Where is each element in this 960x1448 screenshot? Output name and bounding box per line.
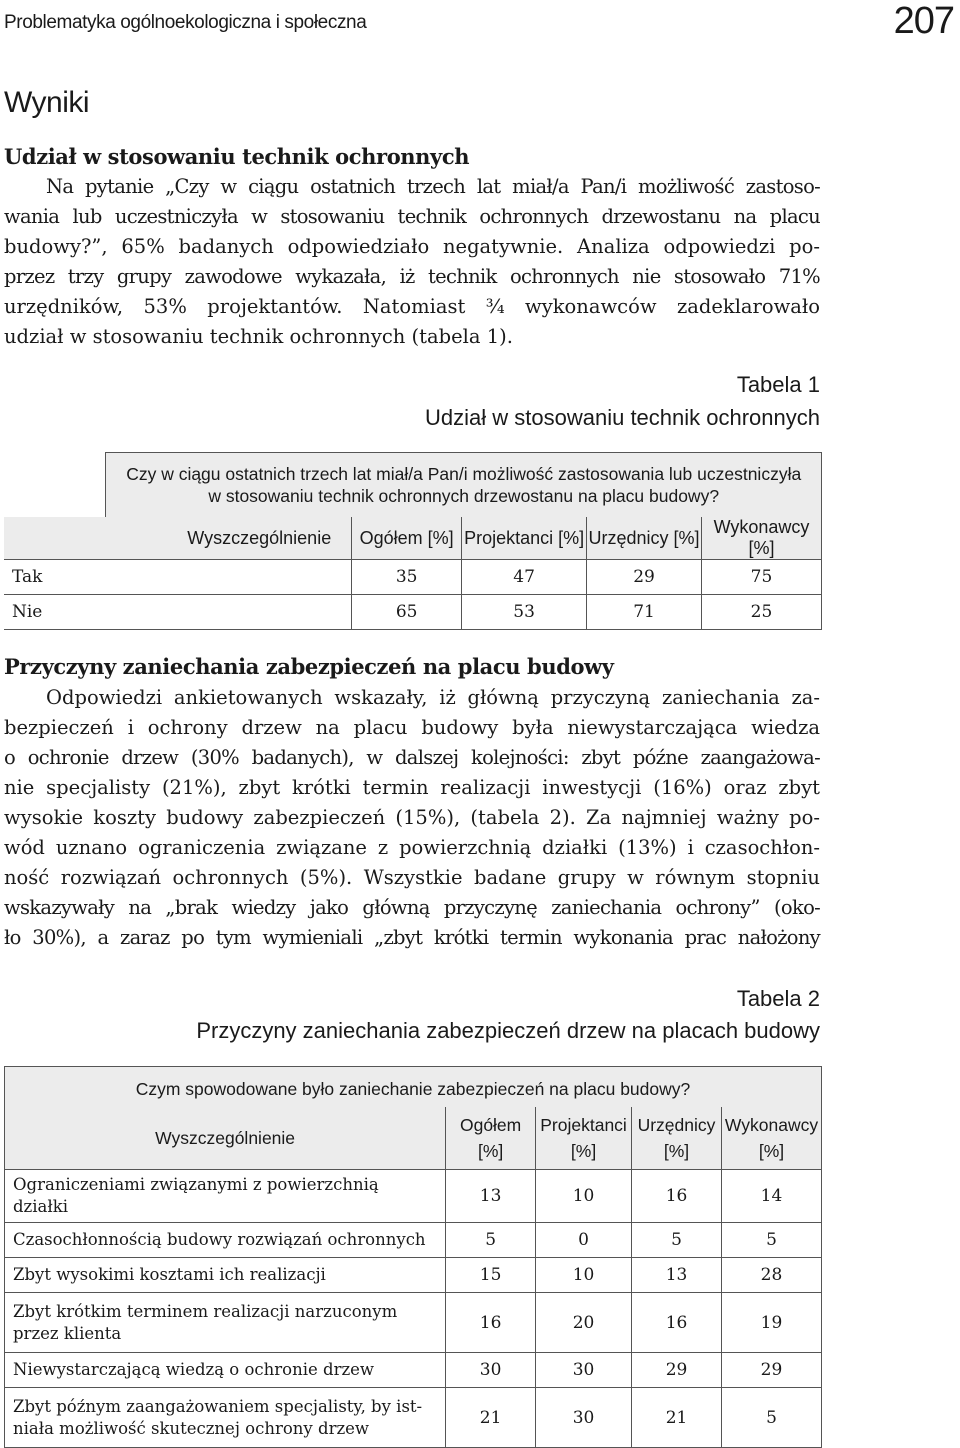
table1-header-cell: Wykonawcy [%]	[702, 517, 822, 560]
table1-header-row	[4, 517, 822, 560]
text-line: wysokie koszty budowy zabezpieczeń (15%), (tabela 2). Za najmniej ważny po-	[4, 806, 820, 829]
table1-question-line: w stosowaniu technik ochronnych drzewostanu na placu budowy?	[208, 486, 720, 506]
table2-row-label	[5, 1170, 446, 1223]
text-line: Odpowiedzi ankietowanych wskazały, iż główną przyczyną zaniechania za-	[46, 686, 820, 709]
paragraph-protection-techniques	[4, 172, 820, 352]
text-line: udział w stosowaniu technik ochronnych (tabela 1).	[4, 325, 513, 348]
table1-row-label: Tak	[4, 560, 352, 595]
table-row	[5, 1293, 822, 1353]
table1-label: Tabela 1	[736, 372, 820, 397]
table2-cell: 19	[721, 1293, 821, 1353]
table2-row-label	[5, 1293, 446, 1353]
table2-row-label	[5, 1388, 446, 1448]
label-line: Zbyt wysokimi kosztami ich realizacji	[13, 1265, 326, 1284]
text-line: wód uznano ograniczenia związane z powierzchnią działki (13%) i czasochłon-	[4, 836, 820, 859]
table1-cell: 35	[352, 560, 462, 595]
table2-cell: 5	[721, 1223, 821, 1258]
page-number: 207	[893, 0, 954, 42]
label-line: niała możliwość skutecznej ochrony drzew	[13, 1418, 370, 1438]
table2-cell: 29	[632, 1353, 722, 1388]
table2-cell: 5	[632, 1223, 722, 1258]
text-line: Na pytanie „Czy w ciągu ostatnich trzech lat miał/a Pan/i możliwość zastoso-	[46, 175, 820, 198]
table-row	[5, 1170, 822, 1223]
table2-row-label	[5, 1223, 446, 1258]
table2-cell: 20	[536, 1293, 632, 1353]
table2-cell: 30	[536, 1353, 632, 1388]
table1-row-label: Nie	[4, 595, 352, 630]
label-line: Ograniczeniami związanymi z powierzchnią działki	[13, 1175, 379, 1216]
table2-cell: 16	[446, 1293, 536, 1353]
text-line: bezpieczeń i ochrony drzew na placu budowy była niewystarczająca wiedza	[4, 716, 820, 739]
table1-header-cell: Projektanci [%]	[462, 517, 587, 560]
header-line: Wyszczególnienie	[155, 1128, 296, 1148]
table1-title: Udział w stosowaniu technik ochronnych	[425, 405, 820, 430]
text-line: ło 30%), a zaraz po tym wymieniali „zbyt krótki termin wykonania prac nałożony	[4, 926, 820, 949]
table2-cell: 0	[536, 1223, 632, 1258]
table2-label: Tabela 2	[736, 986, 820, 1011]
table2-title: Przyczyny zaniechania zabezpieczeń drzew na placach budowy	[196, 1018, 820, 1043]
table2	[4, 1066, 822, 1448]
table2-cell: 5	[446, 1223, 536, 1258]
text-line: przez trzy grupy zawodowe wykazała, iż technik ochronnych nie stosowało 71%	[4, 265, 820, 288]
header-line: [%]	[570, 1141, 597, 1161]
table2-header-row	[5, 1107, 822, 1170]
table1-cell: 29	[587, 560, 702, 595]
subheading-protection-techniques: Udział w stosowaniu technik ochronnych	[4, 144, 470, 169]
table2-cell: 13	[632, 1258, 722, 1293]
subheading-causes: Przyczyny zaniechania zabezpieczeń na placu budowy	[4, 654, 614, 679]
table2-cell: 21	[446, 1388, 536, 1448]
table-row	[4, 560, 822, 595]
table2-cell: 14	[721, 1170, 821, 1223]
table2-cell: 10	[536, 1258, 632, 1293]
table-row	[5, 1258, 822, 1293]
text-line: wania lub uczestniczyła w stosowaniu technik ochronnych drzewostanu na placu	[4, 205, 820, 228]
table1-cell: 71	[587, 595, 702, 630]
table-row	[5, 1223, 822, 1258]
table2-cell: 21	[632, 1388, 722, 1448]
label-line: Czasochłonnością budowy rozwiązań ochronnych	[13, 1230, 426, 1249]
text-line: urzędników, 53% projektantów. Natomiast ¾ wykonawców zadeklarowało	[4, 295, 820, 318]
table2-question-row	[5, 1067, 822, 1108]
text-line: budowy?”, 65% badanych odpowiedziało negatywnie. Analiza odpowiedzi po-	[4, 235, 820, 258]
table2-cell: 28	[721, 1258, 821, 1293]
table2-cell: 15	[446, 1258, 536, 1293]
text-line: o ochronie drzew (30% badanych), w dalszej kolejności: zbyt późne zaangażowa-	[4, 746, 820, 769]
table2-cell: 16	[632, 1293, 722, 1353]
table1-header-cell: Urzędnicy [%]	[587, 517, 702, 560]
table-row	[4, 595, 822, 630]
text-line: wskazywały na „brak wiedzy jako główną przyczynę zaniechania ochrony” (oko-	[4, 896, 820, 919]
table1-cell: 65	[352, 595, 462, 630]
table1-question-row	[4, 453, 822, 518]
label-line: przez klienta	[13, 1323, 122, 1343]
table-row	[5, 1353, 822, 1388]
table2-header-cell	[446, 1107, 536, 1170]
table2-cell: 13	[446, 1170, 536, 1223]
table-row	[5, 1388, 822, 1448]
table2-cell: 29	[721, 1353, 821, 1388]
table1-cell: 53	[462, 595, 587, 630]
table2-cell: 30	[536, 1388, 632, 1448]
table2-question: Czym spowodowane było zaniechanie zabezpieczeń na placu budowy?	[5, 1067, 822, 1108]
running-title: Problematyka ogólnoekologiczna i społeczna	[4, 12, 367, 33]
table1-header-cell: Wyszczególnienie	[4, 517, 352, 560]
table1	[4, 452, 822, 630]
table1-cell: 47	[462, 560, 587, 595]
label-line: Zbyt krótkim terminem realizacji narzuconym	[13, 1301, 398, 1321]
section-title: Wyniki	[4, 86, 90, 119]
table2-header-cell	[721, 1107, 821, 1170]
table2-cell: 10	[536, 1170, 632, 1223]
table2-row-label	[5, 1353, 446, 1388]
table2-header-cell	[632, 1107, 722, 1170]
table1-header-cell: Ogółem [%]	[352, 517, 462, 560]
text-line: ność rozwiązań ochronnych (5%). Wszystkie badane grupy w równym stopniu	[4, 866, 820, 889]
table2-row-label	[5, 1258, 446, 1293]
label-line: Zbyt późnym zaangażowaniem specjalisty, by ist-	[13, 1396, 423, 1416]
header-line: Projektanci	[540, 1115, 627, 1135]
table2-header-cell	[536, 1107, 632, 1170]
header-line: [%]	[758, 1141, 785, 1161]
table1-cell: 25	[702, 595, 822, 630]
table1-cell: 75	[702, 560, 822, 595]
header-line: [%]	[477, 1141, 504, 1161]
header-line: Urzędnicy	[637, 1115, 716, 1135]
table2-cell: 16	[632, 1170, 722, 1223]
table1-question	[106, 453, 822, 518]
table2-cell: 5	[721, 1388, 821, 1448]
table2-header-cell	[5, 1107, 446, 1170]
header-line: [%]	[663, 1141, 690, 1161]
header-line: Ogółem	[459, 1115, 522, 1135]
table1-question-line: Czy w ciągu ostatnich trzech lat miał/a Pan/i możliwość zastosowania lub uczestniczyła	[126, 464, 802, 484]
table2-cell: 30	[446, 1353, 536, 1388]
label-line: Niewystarczającą wiedzą o ochronie drzew	[13, 1360, 375, 1379]
paragraph-causes	[4, 683, 820, 953]
text-line: nie specjalisty (21%), zbyt krótki termin realizacji inwestycji (16%) oraz zbyt	[4, 776, 820, 799]
header-line: Wykonawcy	[724, 1115, 819, 1135]
